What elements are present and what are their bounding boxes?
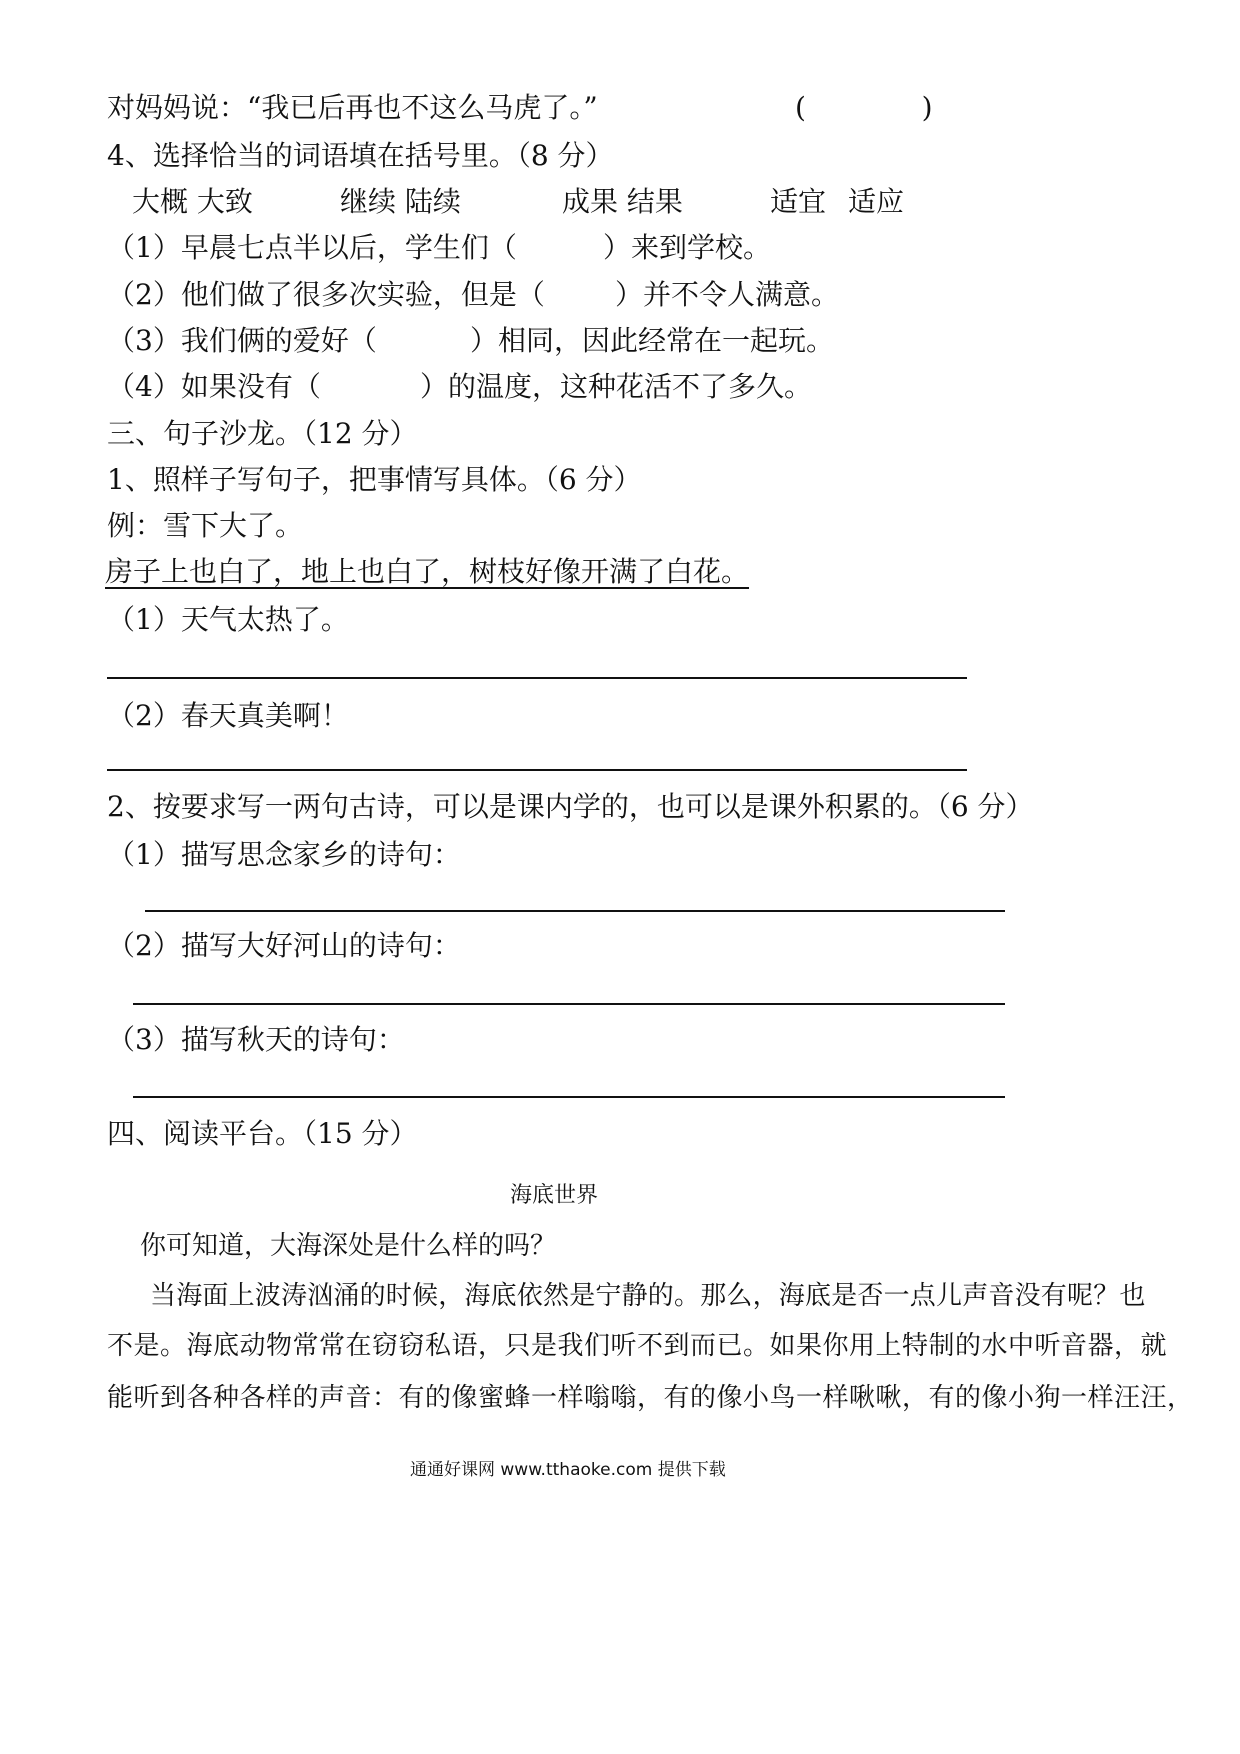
s3-q1-heading: 1、照样子写句子，把事情写具体。（6 分） <box>107 463 642 496</box>
s3-q2-heading: 2、按要求写一两句古诗，可以是课内学的，也可以是课外积累的。（6 分） <box>107 790 1034 823</box>
q4-item-4-post: ）的温度，这种花活不了多久。 <box>420 370 813 403</box>
q4-item-4-pre: （4）如果没有（ <box>107 370 321 403</box>
q4-item-1-pre: （1）早晨七点半以后，学生们（ <box>107 231 517 264</box>
q4-option-2: 继续 陆续 <box>340 185 461 218</box>
section4-heading: 四、阅读平台。（15 分） <box>107 1117 418 1150</box>
answer-line[interactable] <box>133 1003 1005 1005</box>
q4-item-3-post: ）相同，因此经常在一起玩。 <box>470 324 835 357</box>
s3-q1-item-1: （1）天气太热了。 <box>107 603 349 636</box>
q4-item-2-post: ）并不令人满意。 <box>615 278 840 311</box>
article-line-4: 能听到各种各样的声音：有的像蜜蜂一样嗡嗡，有的像小鸟一样啾啾，有的像小狗一样汪汪， <box>107 1383 1194 1413</box>
article-line-2: 当海面上波涛汹涌的时候，海底依然是宁静的。那么，海底是否一点儿声音没有呢？也 <box>150 1281 1146 1311</box>
q4-item-3-pre: （3）我们俩的爱好（ <box>107 324 377 357</box>
answer-line[interactable] <box>107 677 967 679</box>
q3-answer-paren[interactable]: ( ) <box>795 91 933 124</box>
q4-item-1-post: ）来到学校。 <box>603 231 772 264</box>
s3-q2-item-1: （1）描写思念家乡的诗句： <box>107 838 461 871</box>
s3-q1-item-2: （2）春天真美啊！ <box>107 699 349 732</box>
q4-option-4b: 适应 <box>848 185 905 218</box>
q4-heading: 4、选择恰当的词语填在括号里。（8 分） <box>107 139 614 172</box>
article-title: 海底世界 <box>510 1183 599 1208</box>
footer-credit: 通通好课网 www.tthaoke.com 提供下载 <box>410 1460 726 1480</box>
q3-tail-text: 对妈妈说：“我已后再也不这么马虎了。” <box>107 91 598 124</box>
article-line-3: 不是。海底动物常常在窃窃私语，只是我们听不到而已。如果你用上特制的水中听音器，就 <box>107 1331 1168 1361</box>
answer-line[interactable] <box>133 1096 1005 1098</box>
article-line-1: 你可知道，大海深处是什么样的吗？ <box>140 1231 557 1261</box>
s3-q2-item-2: （2）描写大好河山的诗句： <box>107 929 461 962</box>
s3-q1-example-answer: 房子上也白了，地上也白了，树枝好像开满了白花。 <box>105 555 750 588</box>
s3-q1-example-label: 例：雪下大了。 <box>107 509 304 542</box>
answer-line[interactable] <box>107 769 967 771</box>
q4-option-3: 成果 结果 <box>562 185 683 218</box>
section3-heading: 三、句子沙龙。（12 分） <box>107 417 418 450</box>
q4-item-2-pre: （2）他们做了很多次实验，但是（ <box>107 278 545 311</box>
q4-option-1: 大概 大致 <box>132 185 253 218</box>
s3-q2-item-3: （3）描写秋天的诗句： <box>107 1023 405 1056</box>
answer-line[interactable] <box>145 910 1005 912</box>
q4-option-4a: 适宜 <box>770 185 827 218</box>
